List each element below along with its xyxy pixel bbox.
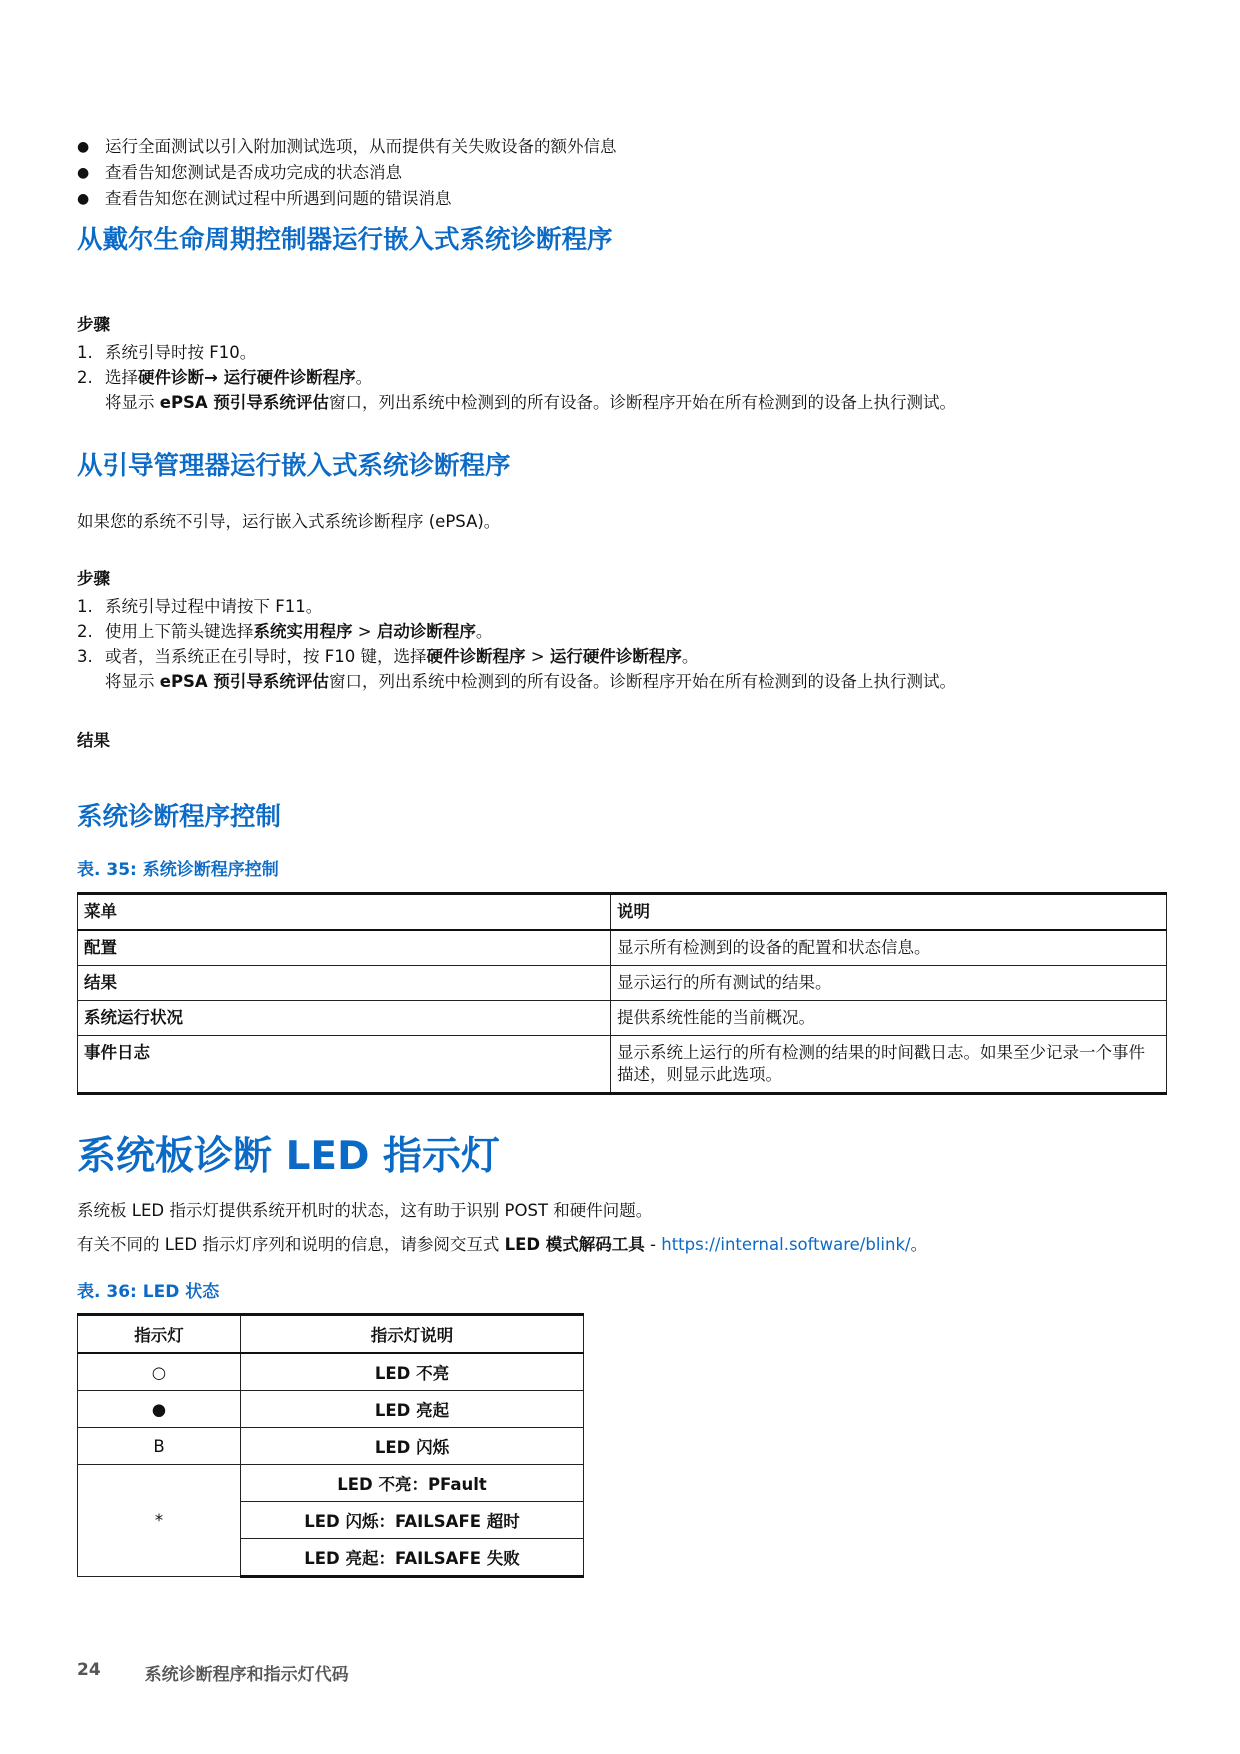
led-reference-paragraph: 有关不同的 LED 指示灯序列和说明的信息，请参阅交互式 LED 模式解码工具 - https://internal.software/blink/。 bbox=[77, 1235, 928, 1254]
bullet-text: 查看告知您测试是否成功完成的状态消息 bbox=[105, 163, 402, 182]
bullet-text: 运行全面测试以引入附加测试选项，从而提供有关失败设备的额外信息 bbox=[105, 137, 617, 156]
step-item: 1. 系统引导过程中请按下 F11。 bbox=[77, 597, 323, 616]
steps-label: 步骤 bbox=[77, 315, 110, 334]
description-cell: LED 不亮 bbox=[241, 1353, 584, 1391]
table-row bbox=[78, 966, 1167, 1001]
table-header-row bbox=[78, 1315, 584, 1354]
bullet-item bbox=[77, 186, 617, 212]
bullet-item bbox=[77, 134, 617, 160]
column-header-description: 说明 bbox=[611, 894, 1167, 931]
table-row bbox=[78, 1465, 584, 1502]
table-caption-35: 表. 35: 系统诊断程序控制 bbox=[77, 860, 279, 880]
step-continuation: 将显示 ePSA 预引导系统评估窗口，列出系统中检测到的所有设备。诊断程序开始在所有检测到的设备上执行测试。 bbox=[105, 672, 956, 691]
description-cell: LED 闪烁 bbox=[241, 1428, 584, 1465]
footer-title: 系统诊断程序和指示灯代码 bbox=[144, 1665, 349, 1685]
bullet-text: 查看告知您在测试过程中所遇到问题的错误消息 bbox=[105, 189, 452, 208]
menu-cell: 系统运行状况 bbox=[78, 1001, 611, 1036]
step-continuation: 将显示 ePSA 预引导系统评估窗口，列出系统中检测到的所有设备。诊断程序开始在所有检测到的设备上执行测试。 bbox=[105, 393, 956, 412]
step-item: 1. 系统引导时按 F10。 bbox=[77, 343, 257, 362]
table-row bbox=[78, 1391, 584, 1428]
description-cell: LED 闪烁：FAILSAFE 超时 bbox=[241, 1502, 584, 1539]
menu-cell: 配置 bbox=[78, 930, 611, 966]
led-off-icon: ○ bbox=[78, 1353, 241, 1391]
step-item: 2. 使用上下箭头键选择系统实用程序 > 启动诊断程序。 bbox=[77, 622, 493, 641]
page-number: 24 bbox=[77, 1660, 101, 1680]
table-header-row bbox=[78, 894, 1167, 931]
bullet-dot-icon: ● bbox=[77, 191, 90, 207]
page-footer bbox=[77, 1660, 349, 1685]
menu-cell: 事件日志 bbox=[78, 1036, 611, 1094]
step-item: 2. 选择硬件诊断→ 运行硬件诊断程序。 bbox=[77, 368, 373, 387]
led-decoder-link[interactable]: https://internal.software/blink/ bbox=[661, 1235, 911, 1254]
description-cell: 显示运行的所有测试的结果。 bbox=[611, 966, 1167, 1001]
boot-manager-intro: 如果您的系统不引导，运行嵌入式系统诊断程序 (ePSA)。 bbox=[77, 512, 501, 531]
table-row bbox=[78, 1001, 1167, 1036]
section-heading-lifecycle: 从戴尔生命周期控制器运行嵌入式系统诊断程序 bbox=[77, 225, 613, 255]
description-cell: 显示系统上运行的所有检测的结果的时间戳日志。如果至少记录一个事件描述，则显示此选项。 bbox=[611, 1036, 1167, 1094]
section-heading-boot-manager: 从引导管理器运行嵌入式系统诊断程序 bbox=[77, 451, 511, 481]
bullet-item bbox=[77, 160, 617, 186]
section-heading-diagnostic-controls: 系统诊断程序控制 bbox=[77, 802, 282, 832]
led-intro-paragraph: 系统板 LED 指示灯提供系统开机时的状态，这有助于识别 POST 和硬件问题。 bbox=[77, 1201, 653, 1220]
feature-bullet-list bbox=[77, 134, 617, 212]
steps-list-lifecycle bbox=[77, 340, 956, 415]
column-header-indicator: 指示灯 bbox=[78, 1315, 241, 1354]
column-header-menu: 菜单 bbox=[78, 894, 611, 931]
table-row bbox=[78, 1036, 1167, 1094]
description-cell: 提供系统性能的当前概况。 bbox=[611, 1001, 1167, 1036]
led-on-icon: ● bbox=[78, 1391, 241, 1428]
steps-list-boot-manager bbox=[77, 594, 956, 694]
indicator-cell: B bbox=[78, 1428, 241, 1465]
bullet-dot-icon: ● bbox=[77, 165, 90, 181]
table-row bbox=[78, 930, 1167, 966]
diagnostic-controls-table bbox=[77, 892, 1167, 1095]
steps-label: 步骤 bbox=[77, 569, 110, 588]
chapter-heading-led: 系统板诊断 LED 指示灯 bbox=[77, 1134, 501, 1179]
indicator-cell: * bbox=[78, 1465, 241, 1577]
led-status-table bbox=[77, 1313, 584, 1578]
menu-cell: 结果 bbox=[78, 966, 611, 1001]
bullet-dot-icon: ● bbox=[77, 139, 90, 155]
description-cell: LED 不亮：PFault bbox=[241, 1465, 584, 1502]
description-cell: LED 亮起 bbox=[241, 1391, 584, 1428]
step-item: 3. 或者，当系统正在引导时，按 F10 键，选择硬件诊断程序 > 运行硬件诊断程序。 bbox=[77, 647, 699, 666]
result-label: 结果 bbox=[77, 731, 110, 750]
table-caption-36: 表. 36: LED 状态 bbox=[77, 1282, 220, 1302]
description-cell: LED 亮起：FAILSAFE 失败 bbox=[241, 1539, 584, 1577]
table-row bbox=[78, 1353, 584, 1391]
column-header-indicator-description: 指示灯说明 bbox=[241, 1315, 584, 1354]
description-cell: 显示所有检测到的设备的配置和状态信息。 bbox=[611, 930, 1167, 966]
table-row bbox=[78, 1428, 584, 1465]
